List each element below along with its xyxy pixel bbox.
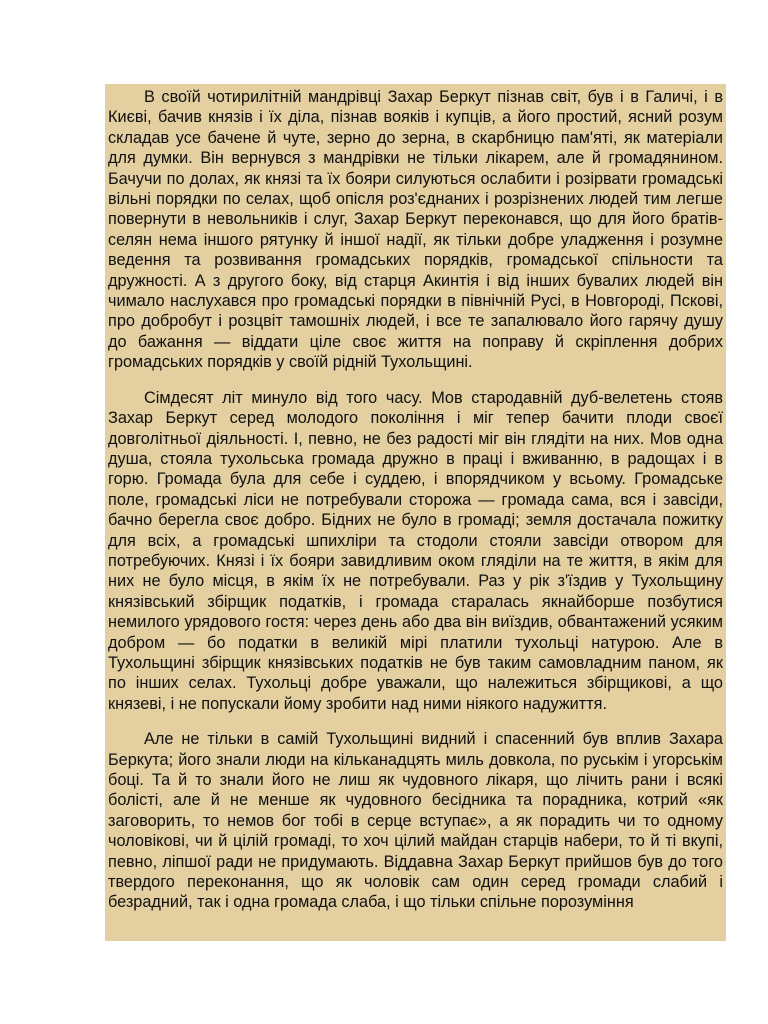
paragraph-1: В своїй чотирилітній мандрівці Захар Беркут пізнав світ, був і в Галичі, і в Києві, бачив князів і їх діла, пізнав вояків і купців, а його простий, ясний розум складав усе бачене й чуте, зерно до зерна, в скарбницю пам'яті, як матеріали для думки. Він вернувся з мандрівки не тільки лікарем, але й громадянином. Бачучи по долах, як князі та їх бояри силуються ослабити і розірвати громадські вільні порядки по селах, щоб опісля роз'єднаних і розрізнених людей тим легше повернути в невольників і слуг, Захар Беркут переконався, що для його братів-селян нема іншого рятунку й іншої надії, як тільки добре уладження і розумне ведення та розвивання громадських порядків, громадської спільности та дружності. А з другого боку, від старця Акинтія і від інших бувалих людей він чимало наслухався про громадські порядки в північній Русі, в Новгороді, Пскові, про добробут і розцвіт тамошніх людей, і все те запалювало його гарячу душу до бажання — віддати ціле своє життя на поправу й скріплення добрих громадських порядків у своїй рідній Тухольщині. <box>108 88 723 372</box>
paragraph-3: Але не тільки в самій Тухольщині видний і спасенний був вплив Захара Беркута; його знали люди на кільканадцять миль довкола, по руськім і угорськім боці. Та й то знали його не лиш як чудовного лікаря, що лічить рани і всякі болісті, але й не менше як чудовного бесідника та порадника, котрий «як заговорить, то немов бог тобі в серце вступає», а як порадить чи то одному чоловікові, чи й цілій громаді, то хоч цілий майдан старців набери, то й ті вкупі, певно, ліпшої ради не придумають. Віддавна Захар Беркут прийшов був до того твердого переконання, що як чоловік сам один серед громади слабий і безрадний, так і одна громада слаба, і що тільки спільне порозуміння <box>108 730 723 912</box>
paragraph-2: Сімдесят літ минуло від того часу. Мов стародавній дуб-велетень стояв Захар Беркут серед молодого покоління і міг тепер бачити плоди своєї довголітньої діяльності. І, певно, не без радості міг він глядіти на них. Мов одна душа, стояла тухольська громада дружно в праці і вживанню, в радощах і в горю. Громада була для себе і суддею, і впорядчиком у всьому. Громадське поле, громадські ліси не потребували сторожа — громада сама, вся і завсіди, бачно берегла своє добро. Бідних не було в громаді; земля достачала пожитку для всіх, а громадські шпихліри та стодоли стояли завсіди отвором для потребуючих. Князі і їх бояри завидливим оком гляділи на те життя, в якім для них не було місця, в якім їх не потребували. Раз у рік з'їздив у Тухольщину князівський збірщик податків, і громада старалась якнайборше позбутися немилого урядового гостя: через день або два він виїздив, обвантажений усяким добром — бо податки в великій мірі платили тухольці натурою. Але в Тухольщині збірщик князівських податків не був таким самовладним паном, як по інших селах. Тухольці добре уважали, що належиться збірщикові, а що князеві, і не попускали йому зробити над ними ніякого надужиття. <box>108 388 723 713</box>
page-text-block <box>105 84 726 941</box>
